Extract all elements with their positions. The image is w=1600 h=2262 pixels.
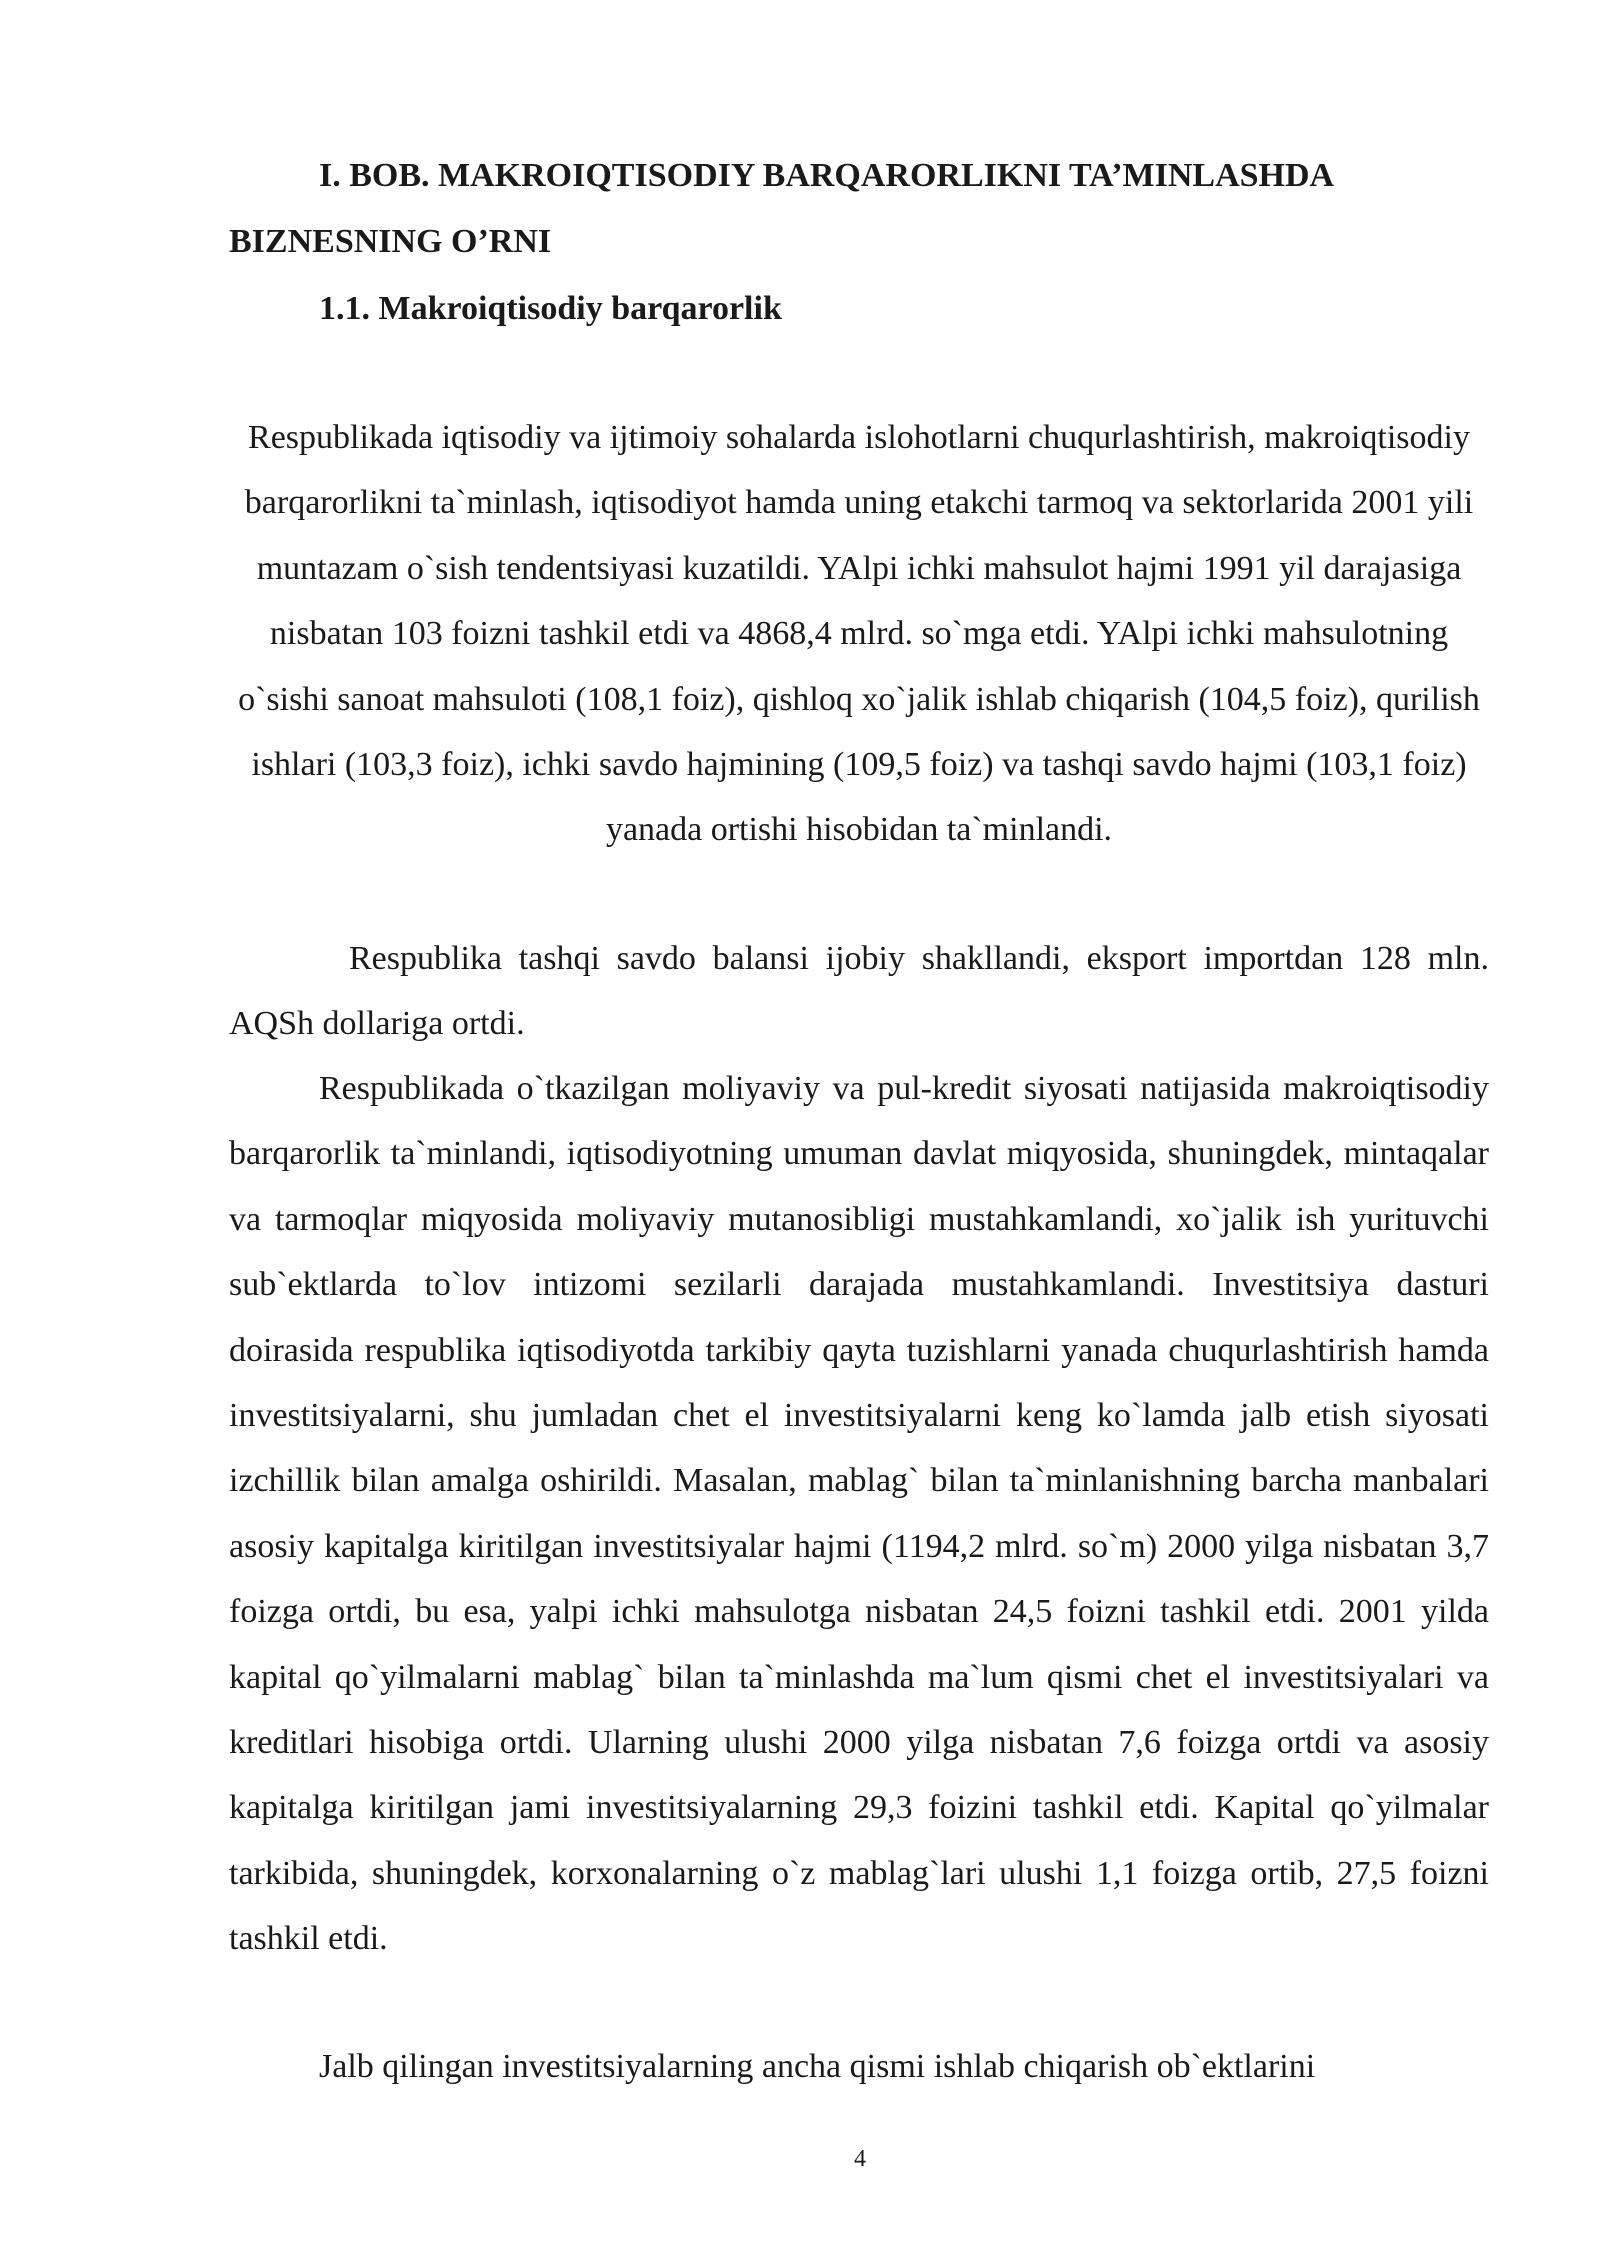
paragraph-1: Respublikada iqtisodiy va ijtimoiy sohalarda islohotlarni chuqurlashtirish, makroiqtisodiy barqarorlikni ta`minlash, iqtisodiyot hamda uning etakchi tarmoq va sektorlarida 2001 yili muntazam o`sish tendentsiyasi kuzatildi. YAlpi ichki mahsulot hajmi 1991 yil darajasiga nisbatan 103 foizni tashkil etdi va 4868,4 mlrd. so`mga etdi. YAlpi ichki mahsulotning o`sishi sanoat mahsuloti (108,1 foiz), qishloq xo`jalik ishlab chiqarish (104,5 foiz), qurilish ishlari (103,3 foiz), ichki savdo hajmining (109,5 foiz) va tashqi savdo hajmi (103,1 foiz) yanada ortishi hisobidan ta`minlandi. (238, 419, 1480, 849)
chapter-heading-line1: I. BOB. MAKROIQTISODIY BARQARORLIKNI TA’MINLASHDA (319, 157, 1335, 194)
chapter-heading-line2: BIZNESNING O’RNI (229, 223, 552, 260)
paragraph-2: Respublika tashqi savdo balansi ijobiy shakllandi, eksport importdan 128 mln. AQSh dollariga ortdi. (229, 940, 1489, 1043)
page-number: 4 (854, 2146, 866, 2172)
paragraph-3: Respublikada o`tkazilgan moliyaviy va pul-kredit siyosati natijasida makroiqtisodiy barqarorlik ta`minlandi, iqtisodiyotning umuman davlat miqyosida, shuningdek, mintaqalar va tarmoqlar miqyosida moliyaviy mutanosibligi mustahkamlandi, xo`jalik ish yurituvchi sub`ektlarda to`lov intizomi sezilarli darajada mustahkamlandi. Investitsiya dasturi doirasida respublika iqtisodiyotda tarkibiy qayta tuzishlarni yanada chuqurlashtirish hamda investitsiyalarni, shu jumladan chet el investitsiyalarni keng ko`lamda jalb etish siyosati izchillik bilan amalga oshirildi. Masalan, mablag` bilan ta`minlanishning barcha manbalari asosiy kapitalga kiritilgan investitsiyalar hajmi (1194,2 mlrd. so`m) 2000 yilga nisbatan 3,7 foizga ortdi, bu esa, yalpi ichki mahsulotga nisbatan 24,5 foizni tashkil etdi. 2001 yilda kapital qo`yilmalarni mablag` bilan ta`minlashda ma`lum qismi chet el investitsiyalari va kreditlari hisobiga ortdi. Ularning ulushi 2000 yilga nisbatan 7,6 foizga ortdi va asosiy kapitalga kiritilgan jami investitsiyalarning 29,3 foizini tashkil etdi. Kapital qo`yilmalar tarkibida, shuningdek, korxonalarning o`z mablag`lari ulushi 1,1 foizga ortib, 27,5 foizni tashkil etdi. (229, 1070, 1489, 1958)
chapter-heading (229, 143, 1489, 275)
section-heading: 1.1. Makroiqtisodiy barqarorlik (319, 290, 782, 327)
paragraph-4: Jalb qilingan investitsiyalarning ancha qismi ishlab chiqarish ob`ektlarini (319, 2048, 1316, 2085)
